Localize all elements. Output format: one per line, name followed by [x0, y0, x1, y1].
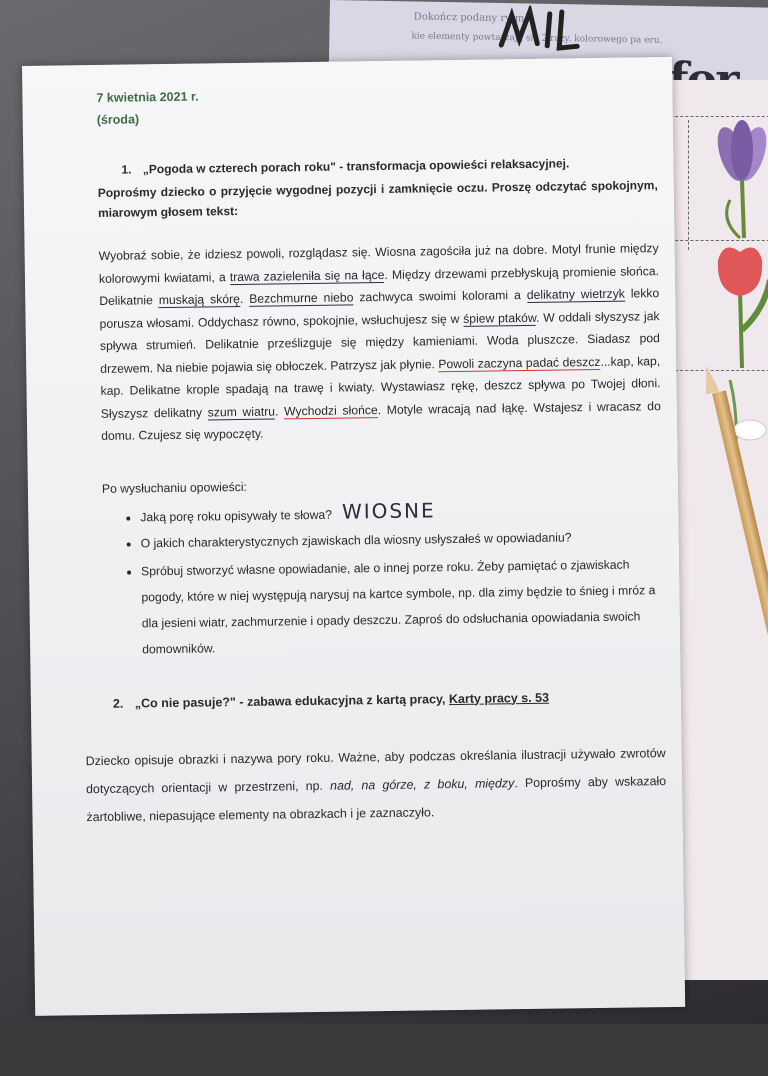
story-text: . — [274, 403, 285, 419]
story-text: . Między drzewami przebłyskują promienie słońca. Delikatnie — [99, 263, 660, 308]
story-underlined-phrase: Wychodzi słońce — [283, 402, 378, 418]
handwritten-scribble-icon — [497, 5, 608, 59]
handwritten-answer: WIOSNE — [341, 497, 436, 524]
story-text: ...kap, kap, kap. Delikatne krople spadają na trawę i kwiaty. Wystawiasz rękę, deszcz spływa po Twojej dłoni. Słyszysz delikatny — [100, 353, 661, 421]
story-underlined-phrase: szum wiatru — [207, 404, 276, 419]
task-2-heading — [105, 685, 665, 715]
after-story-label: Po wysłuchaniu opowieści: — [101, 479, 247, 496]
task-1-number: 1. — [121, 162, 132, 177]
lesson-content — [85, 79, 667, 830]
story-underlined-phrase: Powoli zaczyna padać deszcz — [438, 354, 601, 371]
story-text: Wyobraź sobie, że idziesz powoli, rozglądasz się. Wiosna zagościła już na dobre. Motyl frunie między kolorowymi kwiatami, a — [98, 241, 659, 286]
task-2-text: . Poprośmy aby wskazało żartobliwe, niepasujące elementy na obrazkach i je zaznaczyło. — [86, 773, 667, 824]
story-text: . W oddali słyszysz jak spływa strumień. Delikatnie prześlizguje się między kamieniami. Woda pluszcze. Siadasz pod drzewem. Na niebie pojawia się obłoczek. Patrzysz jak płynie. — [99, 308, 660, 376]
task-2-text: Dziecko opisuje obrazki i nazywa pory roku. Ważne, aby podczas określania ilustracji używało zwrotów dotyczących orientacji w przestrzeni, np. — [85, 745, 666, 796]
question-item — [141, 551, 664, 662]
background-line-2: kie elementy powtarzają się 2 razy. kolorowego pa eru. — [411, 31, 663, 46]
question-list — [102, 496, 664, 663]
purple-crocus-icon — [700, 120, 768, 240]
question-item — [140, 496, 662, 528]
question-text: Jaką porę roku opisywały te słowa? — [140, 507, 333, 524]
story-underlined-phrase: muskają skórę — [158, 291, 240, 308]
question-text: O jakich charakterystycznych zjawiskach dla wiosny usłyszałeś w opowiadaniu? — [140, 529, 572, 550]
story-underlined-phrase: Bezchmurne niebo — [249, 290, 354, 306]
cut-line-vertical — [688, 120, 689, 250]
story-underlined-phrase: śpiew ptaków — [463, 310, 537, 326]
task-2-body — [86, 739, 667, 831]
story-text: lekko porusza włosami. Oddychasz równo, spokojnie, wsłuchujesz się w — [99, 286, 660, 331]
task-2-italic-terms: nad, na górze, z boku, między — [330, 775, 515, 793]
red-tulip-icon — [704, 240, 768, 370]
task-2-number: 2. — [112, 696, 124, 711]
background-line-1: Dokończ podany rytm. — [413, 11, 528, 25]
question-text: Spróbuj stworzyć własne opowiadanie, ale o innej porze roku. Żeby pamiętać o zjawiskach pogody, które w niej występują narysuj na kartce symbole, np. dla zimy będzie to śnieg i mróz a dla jesieni wiatr, zachmurzenie i opady deszczu. Zaproś do odsłuchania opowiadania swoich domowników. — [140, 557, 656, 656]
story-text: zachwyca swoimi kolorami a — [353, 287, 527, 305]
question-item — [141, 525, 663, 554]
story-text: . — [239, 291, 250, 306]
worksheet-page-link[interactable]: Karty pracy s. 53 — [448, 690, 550, 706]
task-1-intro: Poprośmy dziecko o przyjęcie wygodnej pozycji i zamknięcie oczu. Proszę odczytać spokojnym, miarowym głosem tekst: — [97, 178, 658, 220]
task-1-title: „Pogoda w czterech porach roku" - transformacja opowieści relaksacyjnej. — [142, 156, 570, 177]
story-underlined-phrase: trawa zazieleniła się na łące — [229, 267, 385, 284]
relaxation-story — [99, 237, 662, 447]
lesson-date: 7 kwietnia 2021 r. — [96, 89, 199, 105]
story-text: . Motyle wracają nad łąkę. Wstajesz i wracasz do domu. Czujesz się wypoczęty. — [101, 398, 661, 443]
cut-line — [670, 370, 768, 371]
cut-line — [670, 116, 768, 117]
task-2-title: „Co nie pasuje?" - zabawa edukacyjna z kartą pracy, — [134, 691, 450, 710]
lesson-sheet — [22, 57, 685, 1016]
story-underlined-phrase: delikatny wietrzyk — [526, 286, 625, 302]
lesson-weekday: (środa) — [96, 112, 140, 127]
